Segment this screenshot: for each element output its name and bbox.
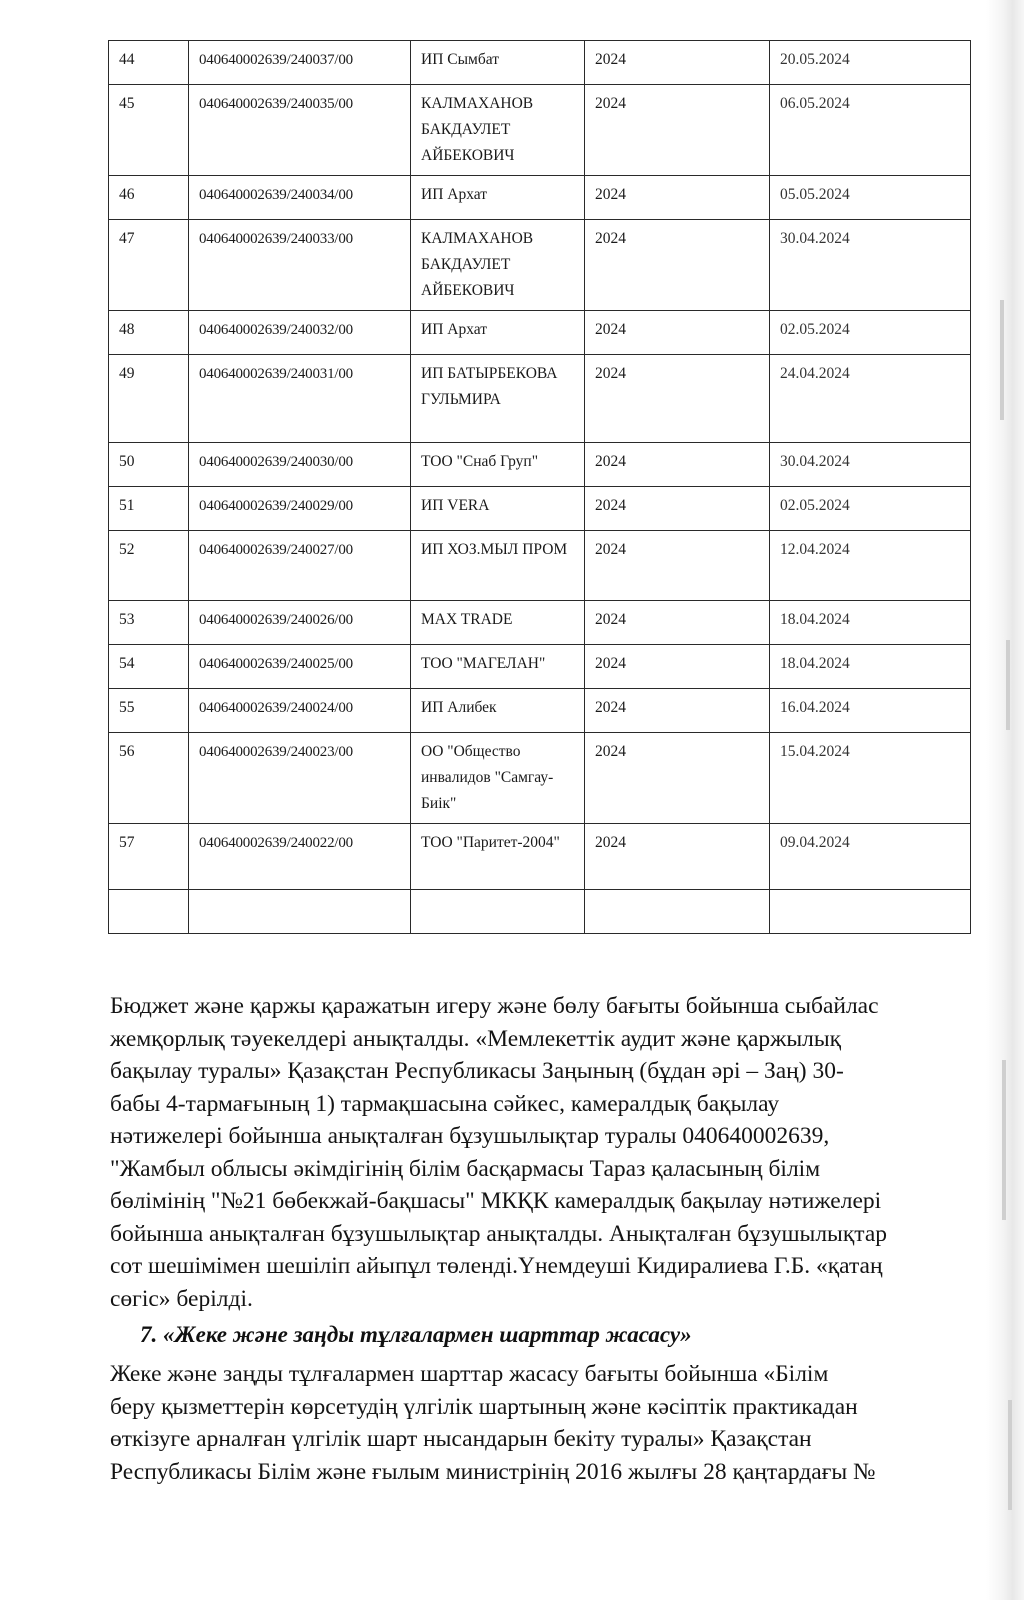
scan-edge <box>986 0 1024 1600</box>
cell-code: 040640002639/240030/00 <box>189 443 411 487</box>
cell-code: 040640002639/240023/00 <box>189 733 411 824</box>
paragraph-line: бөлімінің "№21 бөбекжай-бақшасы" МКҚК камералдық бақылау нәтижелері <box>110 1188 882 1214</box>
paragraph-line: Жеке және заңды тұлғалармен шарттар жасасу бағыты бойынша «Білім <box>110 1361 829 1387</box>
paragraph-corruption-risks <box>110 990 980 1315</box>
cell-date <box>770 890 971 934</box>
cell-code: 040640002639/240033/00 <box>189 220 411 311</box>
cell-date: 02.05.2024 <box>770 311 971 355</box>
cell-code: 040640002639/240025/00 <box>189 645 411 689</box>
cell-name: КАЛМАХАНОВ БАКДАУЛЕТ АЙБЕКОВИЧ <box>411 85 585 176</box>
paragraph-line: бойынша анықталған бұзушылықтар анықталды. Анықталған бұзушылықтар <box>110 1220 888 1247</box>
paragraph-line: өткізуге арналған үлгілік шарт нысандарын бекіту туралы» Қазақстан <box>110 1426 812 1452</box>
cell-name: ИП Алибек <box>411 689 585 733</box>
cell-date: 20.05.2024 <box>770 41 971 85</box>
table-row <box>109 601 971 645</box>
cell-num: 49 <box>109 355 189 443</box>
table-row <box>109 689 971 733</box>
cell-code: 040640002639/240027/00 <box>189 531 411 601</box>
cell-name: ИП ХОЗ.МЫЛ ПРОМ <box>411 531 585 601</box>
cell-year: 2024 <box>585 176 770 220</box>
cell-date: 18.04.2024 <box>770 601 971 645</box>
cell-num: 46 <box>109 176 189 220</box>
cell-date: 18.04.2024 <box>770 645 971 689</box>
cell-date: 05.05.2024 <box>770 176 971 220</box>
cell-date: 02.05.2024 <box>770 487 971 531</box>
table-row <box>109 487 971 531</box>
cell-year: 2024 <box>585 311 770 355</box>
cell-year: 2024 <box>585 645 770 689</box>
cell-code: 040640002639/240032/00 <box>189 311 411 355</box>
cell-name: ИП Архат <box>411 176 585 220</box>
cell-year: 2024 <box>585 355 770 443</box>
cell-num: 56 <box>109 733 189 824</box>
paragraph-line: Бюджет және қаржы қаражатын игеру және бөлу бағыты бойынша сыбайлас <box>110 993 879 1019</box>
table-row <box>109 733 971 824</box>
paragraph-line: жемқорлық тәуекелдері анықталды. «Мемлекеттік аудит және қаржылық <box>110 1025 842 1052</box>
cell-date: 15.04.2024 <box>770 733 971 824</box>
cell-year: 2024 <box>585 689 770 733</box>
cell-num: 47 <box>109 220 189 311</box>
cell-num: 53 <box>109 601 189 645</box>
table-row <box>109 824 971 890</box>
cell-name: ИП Сымбат <box>411 41 585 85</box>
cell-year: 2024 <box>585 85 770 176</box>
table-row <box>109 41 971 85</box>
cell-year <box>585 890 770 934</box>
cell-code: 040640002639/240029/00 <box>189 487 411 531</box>
cell-date: 24.04.2024 <box>770 355 971 443</box>
table-row <box>109 355 971 443</box>
cell-date: 09.04.2024 <box>770 824 971 890</box>
cell-num: 50 <box>109 443 189 487</box>
cell-num: 55 <box>109 689 189 733</box>
cell-num: 57 <box>109 824 189 890</box>
paragraph-line: бабы 4-тармағының 1) тармақшасына сәйкес, камералдық бақылау <box>110 1090 780 1117</box>
cell-year: 2024 <box>585 220 770 311</box>
table-row <box>109 645 971 689</box>
cell-year: 2024 <box>585 41 770 85</box>
cell-year: 2024 <box>585 443 770 487</box>
table-row <box>109 443 971 487</box>
section-7-paragraph <box>110 1358 980 1488</box>
cell-code: 040640002639/240031/00 <box>189 355 411 443</box>
paragraph-line: сот шешімімен шешіліп айыпұл төленді.Үнемдеуші Кидиралиева Г.Б. «қатаң <box>110 1253 883 1279</box>
table-row <box>109 531 971 601</box>
cell-date: 12.04.2024 <box>770 531 971 601</box>
cell-name: ИП VERA <box>411 487 585 531</box>
cell-name: КАЛМАХАНОВ БАКДАУЛЕТ АЙБЕКОВИЧ <box>411 220 585 311</box>
paragraph-line: сөгіс» берілді. <box>110 1285 253 1312</box>
cell-name <box>411 890 585 934</box>
contracts-table <box>108 40 971 934</box>
table-row <box>109 85 971 176</box>
cell-num: 51 <box>109 487 189 531</box>
cell-code: 040640002639/240022/00 <box>189 824 411 890</box>
cell-num: 52 <box>109 531 189 601</box>
cell-year: 2024 <box>585 531 770 601</box>
cell-year: 2024 <box>585 733 770 824</box>
paragraph-line: бақылау туралы» Қазақстан Республикасы Заңының (бұдан әрі – Заң) 30- <box>110 1058 844 1084</box>
cell-code: 040640002639/240024/00 <box>189 689 411 733</box>
cell-code: 040640002639/240035/00 <box>189 85 411 176</box>
cell-code <box>189 890 411 934</box>
cell-date: 16.04.2024 <box>770 689 971 733</box>
cell-num: 48 <box>109 311 189 355</box>
paragraph-line: беру қызметтерін көрсетудің үлгілік шартының және кәсіптік практикадан <box>110 1393 858 1420</box>
table-row <box>109 176 971 220</box>
cell-name: ИП Архат <box>411 311 585 355</box>
cell-name: ТОО "Паритет-2004" <box>411 824 585 890</box>
cell-date: 06.05.2024 <box>770 85 971 176</box>
paragraph-line: нәтижелері бойынша анықталған бұзушылықтар туралы 040640002639, <box>110 1123 830 1149</box>
cell-code: 040640002639/240026/00 <box>189 601 411 645</box>
cell-date: 30.04.2024 <box>770 443 971 487</box>
cell-name: ТОО "МАГЕЛАН" <box>411 645 585 689</box>
cell-name: ТОО "Снаб Груп" <box>411 443 585 487</box>
cell-name: ИП БАТЫРБЕКОВА ГУЛЬМИРА <box>411 355 585 443</box>
cell-num: 44 <box>109 41 189 85</box>
cell-year: 2024 <box>585 824 770 890</box>
contracts-table-body <box>109 41 971 934</box>
cell-year: 2024 <box>585 487 770 531</box>
cell-name: ОО "Общество инвалидов "Самгау-Биік" <box>411 733 585 824</box>
table-row <box>109 890 971 934</box>
table-row <box>109 311 971 355</box>
cell-name: MAX TRADE <box>411 601 585 645</box>
table-row <box>109 220 971 311</box>
cell-code: 040640002639/240037/00 <box>189 41 411 85</box>
cell-code: 040640002639/240034/00 <box>189 176 411 220</box>
cell-date: 30.04.2024 <box>770 220 971 311</box>
paragraph-line: Республикасы Білім және ғылым министрінің 2016 жылғы 28 қаңтардағы № <box>110 1458 876 1485</box>
cell-num: 45 <box>109 85 189 176</box>
cell-year: 2024 <box>585 601 770 645</box>
section-7-heading: 7. «Жеке және заңды тұлғалармен шарттар жасасу» <box>140 1322 692 1347</box>
cell-num <box>109 890 189 934</box>
cell-num: 54 <box>109 645 189 689</box>
paragraph-line: "Жамбыл облысы әкімдігінің білім басқармасы Тараз қаласының білім <box>110 1155 821 1182</box>
